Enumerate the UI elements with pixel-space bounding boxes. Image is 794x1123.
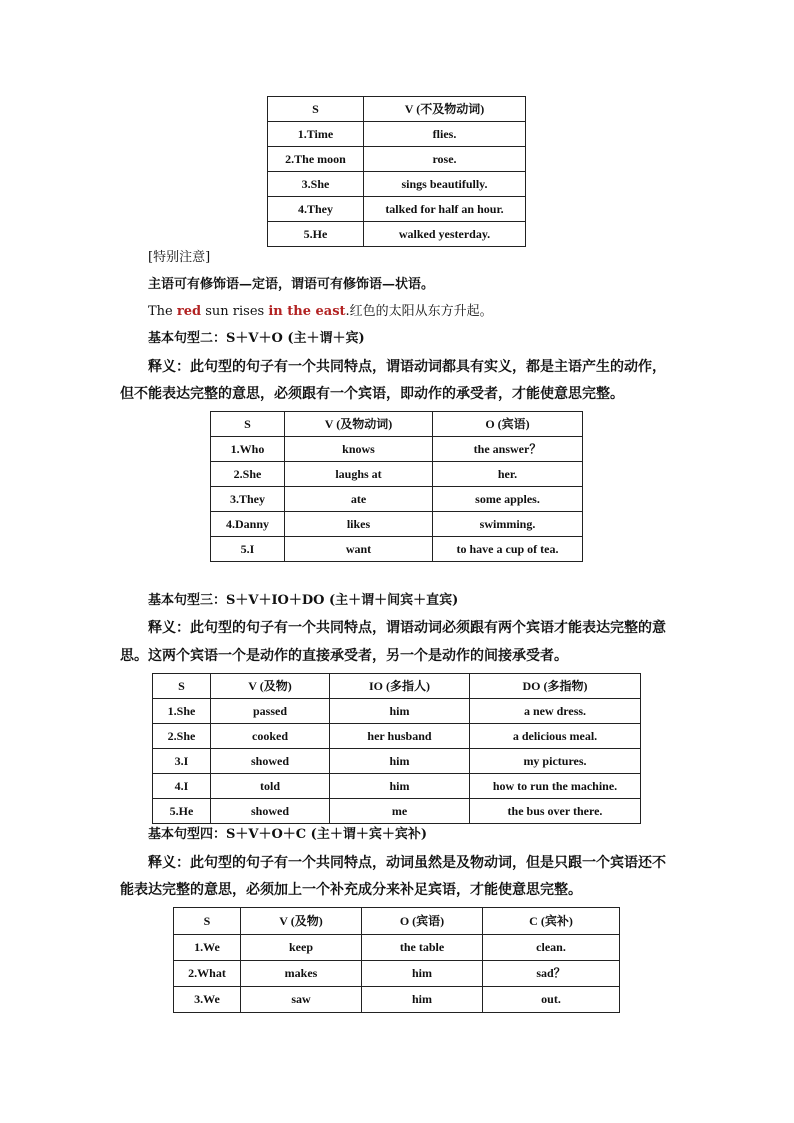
table-row <box>211 512 583 537</box>
table-cell: laughs at <box>285 462 433 487</box>
table-cell: 4.Danny <box>211 512 285 537</box>
example-text: sun rises <box>201 304 269 319</box>
table-row <box>268 172 526 197</box>
table-cell: sad？ <box>483 961 620 987</box>
table-cell: him <box>362 961 483 987</box>
table-cell: 2.The moon <box>268 147 364 172</box>
note-example <box>148 302 493 322</box>
table-cell: how to run the machine. <box>470 774 641 799</box>
pattern4-desc: 释义：此句型的句子有一个共同特点，动词虽然是及物动词，但是只跟一个宾语还不 <box>148 855 666 871</box>
table-cell: talked for half an hour. <box>364 197 526 222</box>
table-cell: flies. <box>364 122 526 147</box>
table-header-row <box>268 97 526 122</box>
table-cell: 3.She <box>268 172 364 197</box>
table-row <box>211 462 583 487</box>
pattern4-title: 基本句型四：S＋V＋O＋C (主＋谓＋宾＋宾补) <box>148 827 427 842</box>
pattern2-desc: 但不能表达完整的意思，必须跟有一个宾语，即动作的承受者，才能使意思完整。 <box>120 386 624 402</box>
table-row <box>174 961 620 987</box>
note-title: [特别注意] <box>148 250 211 265</box>
table-cell: the table <box>362 935 483 961</box>
table-cell: cooked <box>211 724 330 749</box>
table-row <box>153 699 641 724</box>
table-cell: a new dress. <box>470 699 641 724</box>
table-cell: 1.Who <box>211 437 285 462</box>
table-cell: the answer？ <box>433 437 583 462</box>
table-svo <box>210 411 583 562</box>
table-cell: swimming. <box>433 512 583 537</box>
table-cell: ate <box>285 487 433 512</box>
table-cell: showed <box>211 799 330 824</box>
table-cell: 2.She <box>153 724 211 749</box>
table-cell: 5.He <box>268 222 364 247</box>
table-cell: him <box>330 749 470 774</box>
table-row <box>268 197 526 222</box>
header-cell: O (宾语) <box>362 908 483 935</box>
table-row <box>268 222 526 247</box>
table-cell: out. <box>483 987 620 1013</box>
table-cell: told <box>211 774 330 799</box>
table-row <box>153 724 641 749</box>
header-cell: V (及物动词) <box>285 412 433 437</box>
table-row <box>268 147 526 172</box>
table-header-row <box>211 412 583 437</box>
table-cell: him <box>330 699 470 724</box>
table-cell: makes <box>241 961 362 987</box>
header-cell: S <box>174 908 241 935</box>
table-cell: showed <box>211 749 330 774</box>
table-cell: to have a cup of tea. <box>433 537 583 562</box>
header-cell: S <box>153 674 211 699</box>
pattern3-desc: 释义：此句型的句子有一个共同特点，谓语动词必须跟有两个宾语才能表达完整的意 <box>148 620 666 636</box>
table-sv <box>267 96 526 247</box>
table-cell: 2.What <box>174 961 241 987</box>
table-cell: knows <box>285 437 433 462</box>
example-highlight: red <box>176 304 202 319</box>
table-svoc <box>173 907 620 1013</box>
example-text: .红色的太阳从东方升起。 <box>345 304 493 319</box>
table-cell: saw <box>241 987 362 1013</box>
table-cell: some apples. <box>433 487 583 512</box>
table-cell: 4.They <box>268 197 364 222</box>
table-header-row <box>153 674 641 699</box>
header-cell: O (宾语) <box>433 412 583 437</box>
table-cell: passed <box>211 699 330 724</box>
table-cell: 1.We <box>174 935 241 961</box>
table-header-row <box>174 908 620 935</box>
header-cell: V (及物) <box>211 674 330 699</box>
table-cell: 3.They <box>211 487 285 512</box>
header-cell: V (不及物动词) <box>364 97 526 122</box>
table-sviodo <box>152 673 641 824</box>
header-cell: V (及物) <box>241 908 362 935</box>
table-cell: sings beautifully. <box>364 172 526 197</box>
table-row <box>211 437 583 462</box>
table-cell: 4.I <box>153 774 211 799</box>
table-row <box>153 799 641 824</box>
header-cell: IO (多指人) <box>330 674 470 699</box>
example-highlight: in the east <box>268 304 346 319</box>
table-row <box>211 537 583 562</box>
header-cell: S <box>268 97 364 122</box>
table-cell: want <box>285 537 433 562</box>
table-cell: 2.She <box>211 462 285 487</box>
header-cell: C (宾补) <box>483 908 620 935</box>
table-cell: her. <box>433 462 583 487</box>
example-text: The <box>148 304 177 319</box>
table-cell: me <box>330 799 470 824</box>
table-row <box>153 774 641 799</box>
table-row <box>211 487 583 512</box>
table-cell: 5.He <box>153 799 211 824</box>
table-cell: keep <box>241 935 362 961</box>
table-cell: 5.I <box>211 537 285 562</box>
table-cell: her husband <box>330 724 470 749</box>
header-cell: S <box>211 412 285 437</box>
table-cell: my pictures. <box>470 749 641 774</box>
pattern2-title: 基本句型二：S＋V＋O (主＋谓＋宾) <box>148 331 365 346</box>
pattern2-desc: 释义：此句型的句子有一个共同特点，谓语动词都具有实义，都是主语产生的动作， <box>148 359 666 375</box>
table-cell: the bus over there. <box>470 799 641 824</box>
table-row <box>153 749 641 774</box>
pattern3-title: 基本句型三：S＋V＋IO＋DO (主＋谓＋间宾＋直宾) <box>148 593 459 608</box>
table-cell: walked yesterday. <box>364 222 526 247</box>
table-cell: 3.We <box>174 987 241 1013</box>
note-rule: 主语可有修饰语—定语，谓语可有修饰语—状语。 <box>148 277 435 292</box>
table-cell: 1.Time <box>268 122 364 147</box>
table-cell: him <box>362 987 483 1013</box>
table-cell: 3.I <box>153 749 211 774</box>
table-cell: likes <box>285 512 433 537</box>
table-cell: a delicious meal. <box>470 724 641 749</box>
pattern3-desc: 思。这两个宾语一个是动作的直接承受者，另一个是动作的间接承受者。 <box>120 648 568 664</box>
table-cell: 1.She <box>153 699 211 724</box>
table-cell: him <box>330 774 470 799</box>
table-cell: clean. <box>483 935 620 961</box>
pattern4-desc: 能表达完整的意思，必须加上一个补充成分来补足宾语，才能使意思完整。 <box>120 882 582 898</box>
table-row <box>174 935 620 961</box>
header-cell: DO (多指物) <box>470 674 641 699</box>
table-cell: rose. <box>364 147 526 172</box>
table-row <box>174 987 620 1013</box>
table-row <box>268 122 526 147</box>
